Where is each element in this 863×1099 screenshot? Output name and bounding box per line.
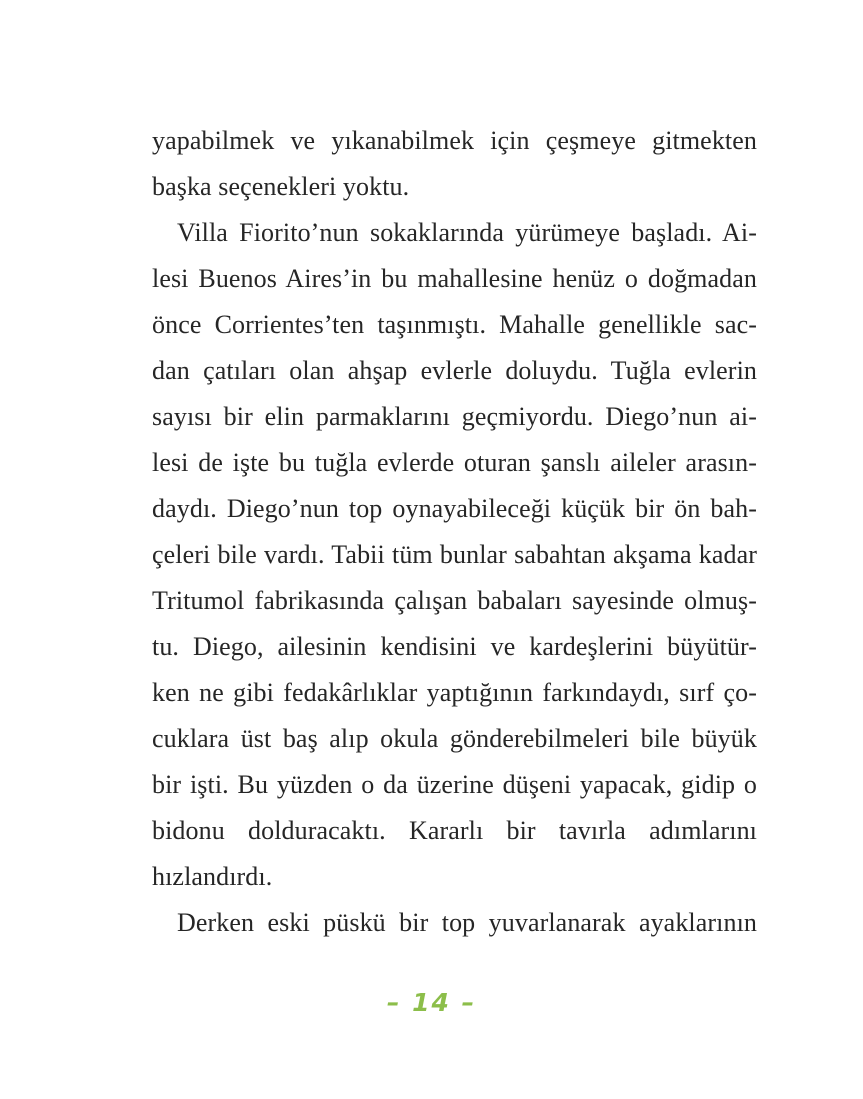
text-line: ken ne gibi fedakârlıklar yaptığının farkındaydı, sırf ço- bbox=[152, 678, 757, 707]
text-line: Villa Fiorito’nun sokaklarında yürümeye başladı. Ai- bbox=[177, 218, 757, 247]
page-number: – 14 – bbox=[386, 988, 477, 1017]
text-line: tu. Diego, ailesinin kendisini ve kardeşlerini büyütür- bbox=[152, 632, 757, 661]
text-line: lesi Buenos Aires’in bu mahallesine henüz o doğmadan bbox=[152, 264, 757, 293]
text-line: sayısı bir elin parmaklarını geçmiyordu. Diego’nun ai- bbox=[152, 402, 757, 431]
text-line: yapabilmek ve yıkanabilmek için çeşmeye gitmekten bbox=[152, 126, 757, 155]
text-line: Tritumol fabrikasında çalışan babaları sayesinde olmuş- bbox=[152, 586, 757, 615]
text-line: önce Corrientes’ten taşınmıştı. Mahalle genellikle sac- bbox=[152, 310, 757, 339]
text-line: çeleri bile vardı. Tabii tüm bunlar sabahtan akşama kadar bbox=[152, 540, 757, 569]
text-line: cuklara üst baş alıp okula gönderebilmeleri bile büyük bbox=[152, 724, 757, 753]
text-line: bidonu dolduracaktı. Kararlı bir tavırla adımlarını bbox=[152, 816, 757, 845]
text-line: bir işti. Bu yüzden o da üzerine düşeni yapacak, gidip o bbox=[152, 770, 757, 799]
text-line: başka seçenekleri yoktu. bbox=[152, 172, 410, 201]
page-text bbox=[152, 118, 757, 946]
page-footer bbox=[0, 988, 863, 1017]
text-line: Derken eski püskü bir top yuvarlanarak ayaklarının bbox=[177, 908, 757, 937]
text-line: lesi de işte bu tuğla evlerde oturan şanslı aileler arasın- bbox=[152, 448, 757, 477]
text-line: dan çatıları olan ahşap evlerle doluydu. Tuğla evlerin bbox=[152, 356, 757, 385]
text-line: hızlandırdı. bbox=[152, 862, 273, 891]
text-line: daydı. Diego’nun top oynayabileceği küçük bir ön bah- bbox=[152, 494, 757, 523]
